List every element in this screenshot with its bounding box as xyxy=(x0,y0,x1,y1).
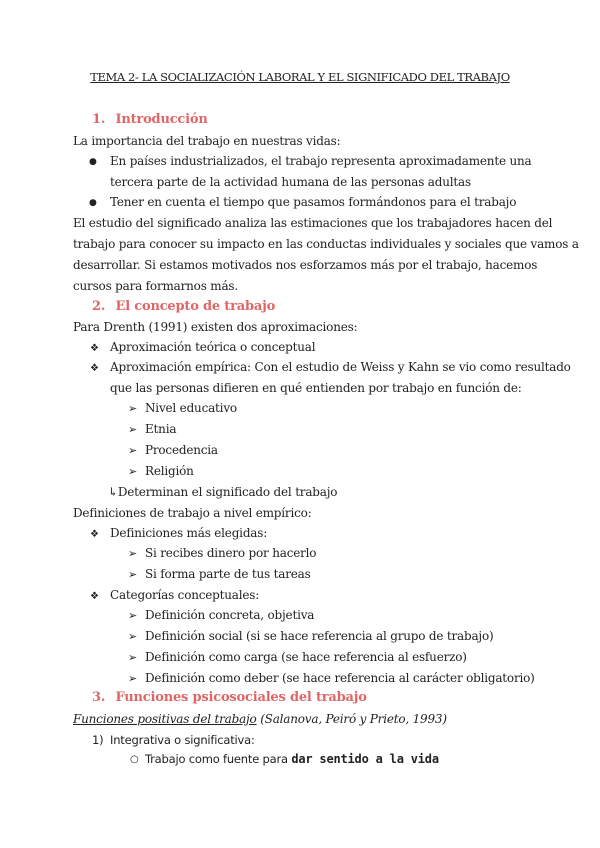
category-item: Definición como carga (se hace referencia al esfuerzo) xyxy=(145,650,467,664)
section-1-number: 1. xyxy=(92,112,106,127)
intro-paragraph-2-line-2: trabajo para conocer su impacto en las conductas individuales y sociales que vamos a xyxy=(73,237,579,251)
section-2-heading xyxy=(92,299,275,314)
conceptual-categories: Categorías conceptuales: xyxy=(110,588,260,602)
approach-2-line-1: Aproximación empírica: Con el estudio de Weiss y Kahn se vio como resultado xyxy=(110,360,571,374)
diamond-bullet-icon: ❖ xyxy=(90,529,99,540)
functions-subheading-citation: (Salanova, Peiró y Prieto, 1993) xyxy=(256,712,447,726)
document-title: TEMA 2- LA SOCIALIZACIÓN LABORAL Y EL SIGNIFICADO DEL TRABAJO xyxy=(90,70,510,84)
function-1-number: 1) xyxy=(92,733,104,747)
arrow-bullet-icon: ➢ xyxy=(128,651,138,664)
section-3-heading xyxy=(92,690,367,705)
circle-bullet-icon: ○ xyxy=(130,754,139,765)
factor-item: Etnia xyxy=(145,422,177,436)
approach-1: Aproximación teórica o conceptual xyxy=(110,340,316,354)
function-1-sub xyxy=(145,752,439,766)
function-1-sub-plain: Trabajo como fuente para xyxy=(145,752,292,766)
arrow-bullet-icon: ➢ xyxy=(128,672,138,685)
intro-paragraph-2-line-4: cursos para formarnos más. xyxy=(73,279,238,293)
category-item: Definición como deber (se hace referencia al carácter obligatorio) xyxy=(145,671,535,685)
diamond-bullet-icon: ❖ xyxy=(90,363,99,374)
factor-item: Religión xyxy=(145,464,194,478)
intro-paragraph-2-line-1: El estudio del significado analiza las estimaciones que los trabajadores hacen del xyxy=(73,216,553,230)
intro-bullet-1-line-1: En países industrializados, el trabajo representa aproximadamente una xyxy=(110,154,532,168)
arrow-bullet-icon: ➢ xyxy=(128,630,138,643)
diamond-bullet-icon: ❖ xyxy=(90,343,99,354)
category-item: Definición social (si se hace referencia al grupo de trabajo) xyxy=(145,629,494,643)
factor-item: Nivel educativo xyxy=(145,401,237,415)
section-2-title: El concepto de trabajo xyxy=(115,299,276,314)
arrow-bullet-icon: ➢ xyxy=(128,444,138,457)
determinan-note: ↳Determinan el significado del trabajo xyxy=(108,485,338,499)
section-1-heading xyxy=(92,112,208,127)
definition-item: Si recibes dinero por hacerlo xyxy=(145,546,317,560)
function-1-label: Integrativa o significativa: xyxy=(110,733,255,747)
intro-bullet-2: Tener en cuenta el tiempo que pasamos formándonos para el trabajo xyxy=(110,195,517,209)
diamond-bullet-icon: ❖ xyxy=(90,591,99,602)
approach-2-line-2: que las personas difieren en qué entienden por trabajo en función de: xyxy=(110,381,522,395)
functions-subheading-underlined: Funciones positivas del trabajo xyxy=(73,712,257,726)
intro-paragraph-2-line-3: desarrollar. Si estamos motivados nos esforzamos más por el trabajo, hacemos xyxy=(73,258,538,272)
concept-paragraph-1: Para Drenth (1991) existen dos aproximaciones: xyxy=(73,320,358,334)
category-item: Definición concreta, objetiva xyxy=(145,608,315,622)
definitions-chosen: Definiciones más elegidas: xyxy=(110,526,268,540)
arrow-bullet-icon: ➢ xyxy=(128,609,138,622)
arrow-bullet-icon: ➢ xyxy=(128,465,138,478)
concept-paragraph-2: Definiciones de trabajo a nivel empírico: xyxy=(73,506,312,520)
definition-item: Si forma parte de tus tareas xyxy=(145,567,311,581)
section-3-title: Funciones psicosociales del trabajo xyxy=(115,690,367,705)
factor-item: Procedencia xyxy=(145,443,218,457)
bullet-icon: ● xyxy=(89,157,97,167)
intro-bullet-1-line-2: tercera parte de la actividad humana de las personas adultas xyxy=(110,175,471,189)
arrow-bullet-icon: ➢ xyxy=(128,568,138,581)
section-2-number: 2. xyxy=(92,299,106,314)
bullet-icon: ● xyxy=(89,198,97,208)
section-1-title: Introducción xyxy=(115,112,208,127)
arrow-bullet-icon: ➢ xyxy=(128,423,138,436)
functions-subheading xyxy=(73,712,447,726)
section-3-number: 3. xyxy=(92,690,106,705)
function-1-sub-bold: dar sentido a la vida xyxy=(291,752,439,766)
intro-paragraph-1: La importancia del trabajo en nuestras vidas: xyxy=(73,134,341,148)
arrow-bullet-icon: ➢ xyxy=(128,547,138,560)
arrow-bullet-icon: ➢ xyxy=(128,402,138,415)
